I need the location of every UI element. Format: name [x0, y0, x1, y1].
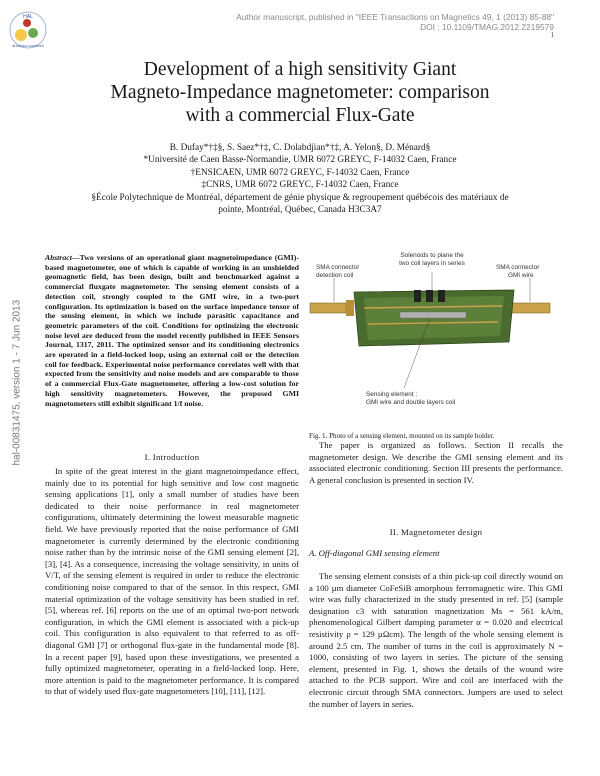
- title-line-3: with a commercial Flux-Gate: [185, 105, 415, 126]
- intro-heading: I. Introduction: [144, 452, 200, 462]
- abstract-label: Abstract: [45, 253, 72, 262]
- label-center-1: Solenoids to plane the: [400, 252, 464, 259]
- subsection-heading: A. Off-diagonal GMI sensing element: [309, 548, 440, 558]
- affiliation-4b: pointe, Montréal, Québec, Canada H3C3A7: [218, 205, 382, 216]
- doi-line: DOI : 10.1109/TMAG.2012.2219579: [420, 22, 554, 32]
- publication-note: Author manuscript, published in "IEEE Transactions on Magnetics 49, 1 (2013) 85-88": [236, 12, 554, 22]
- affiliation-4a: §École Polytechnique de Montréal, département de génie physique & regroupement québécois des matériaux de: [91, 192, 509, 203]
- affiliation-1: *Université de Caen Basse-Normandie, UMR 6072 GREYC, F-14032 Caen, France: [143, 155, 457, 166]
- label-sma-right-1: SMA connector: [496, 264, 540, 271]
- title-line-2: Magneto-Impedance magnetometer: comparison: [110, 82, 490, 103]
- figure-1: [304, 250, 562, 420]
- paper-title: [40, 58, 560, 127]
- logo-text-bottom: archives-ouvertes: [12, 43, 44, 48]
- abstract: [45, 253, 299, 408]
- label-sma-left-2: detection coil: [316, 272, 354, 279]
- figure-caption: Fig. 1. Photo of a sensing element, mounted on its sample holder.: [309, 432, 495, 440]
- title-line-1: Development of a high sensitivity Giant: [143, 59, 457, 80]
- author-names: B. Dufay*†‡§, S. Saez*†‡, C. Dolabdjian*†‡, A. Yelon§, D. Ménard§: [169, 143, 431, 153]
- label-sma-left-1: SMA connector: [316, 264, 360, 271]
- author-block: [40, 142, 560, 216]
- intro-paragraph: In spite of the great interest in the giant magnetoimpedance effect, mainly due to its potential for high sensitive and low cost magnetic sensing applications [1], only a small number of studies have been dedicated to their noise performance in real magnetometer configurations, ultimately determining the lowest measurable magnetic field. We have previously reported that the noise performance of GMI magnetometer is currently determined by the electronic conditioning noise rather than by the intrinsic noise of the GMI sensing element [2], [3], [4]. As a consequence, increasing the voltage sensitivity, in units of V/T, of the sensing element is required in order to reduce the electronic conditioning noise compared to that of the sensor. In this respect, GMI material optimization of the voltage sensitivity has been studied in ref. [5], whereas ref. [6] reports on the use of an optimal two-port network configuration, in which the GMI element is associated with a pick-up coil. This configuration is also equivalent to that referred to as off-diagonal GMI [7] or orthogonal flux-gate in the fundamental mode [8]. In a recent paper [9], based upon these investigations, we presented a fully optimized magnetometer, operating in a field-locked loop. Here, more attention is paid to the magnetometer performance. It is compared to that of widely used flux-gate magnetometers [10], [11], [12].: [45, 466, 299, 697]
- organization-paragraph: The paper is organized as follows. Section II recalls the magnetometer design. We describe the GMI sensing element and its associated electronic conditioning. Section III presents the performance. A general conclusion is presented in section IV.: [309, 440, 563, 485]
- design-paragraph: The sensing element consists of a thin pick-up coil directly wound on a 100 µm diameter CoFeSiB amorphous ferromagnetic wire. This GMI wire was fully characterized in the study presented in ref. [5] (sample designation c3 with saturation magnetization Ms = 561 kA/m, phenomenological Gilbert damping parameter α = 0.020 and electrical resistivity ρ = 129 µΩcm). The length of the whole sensing element is around 2.5 cm. The number of turns in the coil is approximately N = 1000, consisting of two layers in series. The picture of the sensing element, presented in Fig. 1, shows the details of the wound wire attached to the PCB support. Wire and coil are interfaced with the electronic circuit through SMA connectors. Jumpers are used to select the number of layers in series.: [309, 571, 563, 709]
- abstract-text: —Two versions of an operational giant magnetoimpedance (GMI)-based magnetometer, one of which is capable of working in an unshielded geomagnetic field, has been design, built and benchmarked against a commercial fluxgate magnetometer. The sensing element consists of a detection coil, strongly coupled to the GMI wire, in a two-port configuration. Its optimization is based on the surface impedance tensor of the sensing element, in which we include parasitic capacitance and geometric parameters of the coil. Conditions for optimizing the electronic noise level are deduced from the model recently published in IEEE Sensors Journal, 1317, 2011. The optimized sensor and its conditioning electronics are operated in a field-locked loop, using an external coil or the detection coil for feedback. Experimental noise performance correlates well with that expected from the sensitivity and noise models and are comparable to those of a commercial Flux-Gate magnetometer, offering a low-cost solution for high sensitivity magnetometers. However, the proposed GMI magnetometers still exhibit significant 1/f noise.: [45, 253, 299, 408]
- affiliation-3: ‡CNRS, UMR 6072 GREYC, F-14032 Caen, France: [201, 180, 399, 191]
- label-sma-right-2: GMI wire: [508, 272, 534, 279]
- design-heading: II. Magnetometer design: [389, 527, 483, 537]
- label-sensing-2: GMI wire and double layers coil: [366, 399, 456, 406]
- logo-text-top: HAL: [23, 14, 33, 20]
- label-center-2: two coil layers in series: [399, 260, 465, 267]
- label-sensing-1: Sensing element :: [366, 391, 418, 398]
- affiliation-2: †ENSICAEN, UMR 6072 GREYC, F-14032 Caen, France: [190, 167, 410, 178]
- page-number: 1: [550, 31, 554, 39]
- hal-identifier: hal-00831475, version 1 - 7 Jun 2013: [11, 299, 23, 466]
- hal-logo: [7, 9, 49, 51]
